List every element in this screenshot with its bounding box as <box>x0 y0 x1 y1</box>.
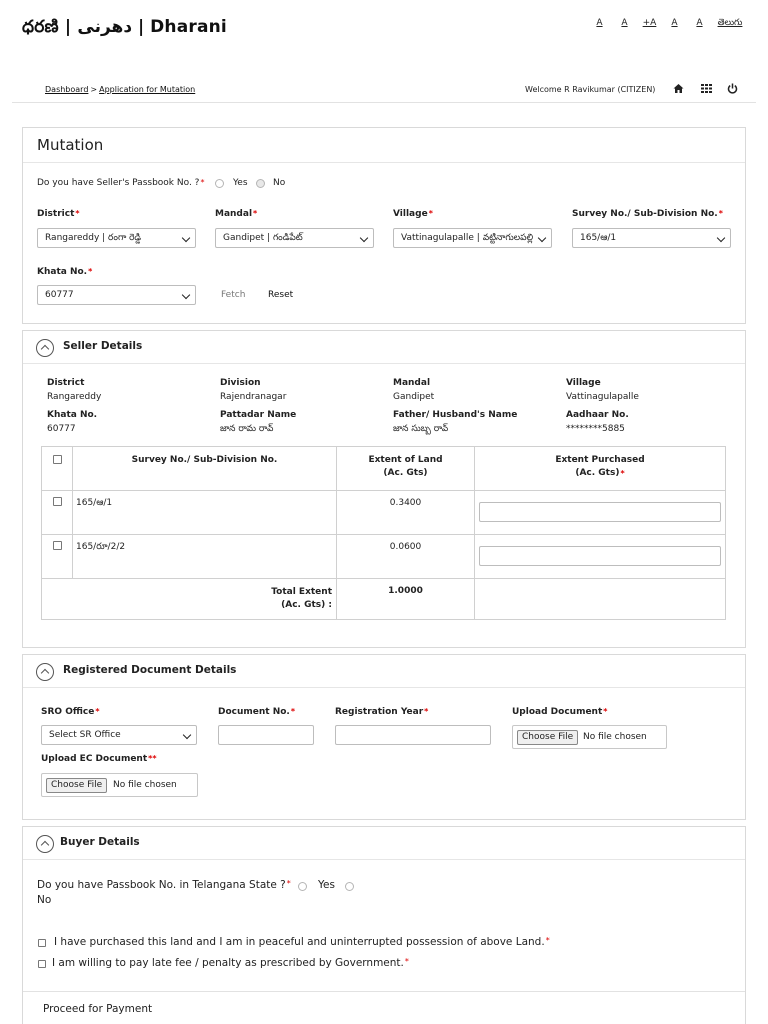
upload-ec-choose-button[interactable]: Choose File <box>46 778 107 793</box>
declaration-late-fee-checkbox[interactable] <box>38 960 46 968</box>
mandal-label <box>215 209 257 219</box>
survey-label <box>572 209 723 219</box>
required-asterisk: * <box>545 936 550 945</box>
khata-label <box>37 267 92 277</box>
col-extent-header-line1: Extent of Land <box>368 455 443 465</box>
seller-passbook-yes-radio[interactable] <box>215 179 224 188</box>
seller-khata-label: Khata No. <box>47 410 98 420</box>
col-extent-header <box>337 454 474 480</box>
document-no-label-text: Document No. <box>218 707 290 717</box>
required-asterisk: * <box>718 209 723 218</box>
sro-office-select[interactable] <box>41 725 197 745</box>
required-asterisk: * <box>88 267 93 276</box>
survey-select[interactable] <box>572 228 731 248</box>
col-purchased-header-line2 <box>475 467 725 480</box>
required-asterisk: * <box>404 957 409 966</box>
total-extent-label-line2: (Ac. Gts) : <box>281 600 332 610</box>
upload-document-input[interactable] <box>512 725 667 749</box>
reset-button[interactable]: Reset <box>268 290 294 300</box>
breadcrumb-dashboard-link[interactable]: Dashboard <box>45 85 89 94</box>
pattadar-value: జాన రామ రావ్ <box>220 424 274 434</box>
declaration-possession-checkbox[interactable] <box>38 939 46 947</box>
font-size-largest-link[interactable]: A <box>696 18 703 28</box>
father-name-value: జాన సుబ్బ రావ్ <box>393 424 449 434</box>
row-2-extent-purchased-input[interactable] <box>479 546 721 566</box>
village-label <box>393 209 433 219</box>
document-no-input[interactable] <box>218 725 314 745</box>
col-purchased-header <box>475 454 725 480</box>
breadcrumb-current-link[interactable]: Application for Mutation <box>99 85 196 94</box>
village-select[interactable] <box>393 228 552 248</box>
buyer-passbook-question-text: Do you have Passbook No. in Telangana State ? <box>37 879 286 891</box>
fetch-button[interactable]: Fetch <box>221 290 246 300</box>
mutation-title: Mutation <box>37 136 104 154</box>
col-purchased-header-line1: Extent Purchased <box>555 455 645 465</box>
col-purchased-header-line2-text: (Ac. Gts) <box>575 468 620 478</box>
upload-document-choose-button[interactable]: Choose File <box>517 730 578 745</box>
khata-select[interactable] <box>37 285 196 305</box>
seller-mandal-value: Gandipet <box>393 392 435 402</box>
chevron-down-icon <box>538 234 546 242</box>
language-telugu-link[interactable]: తెలుగు <box>717 18 743 28</box>
proceed-for-payment-button[interactable]: Proceed for Payment <box>43 1003 153 1015</box>
sro-office-label <box>41 707 100 717</box>
registration-year-label <box>335 707 428 717</box>
row-1-extent-purchased-input[interactable] <box>479 502 721 522</box>
row-2-checkbox[interactable] <box>53 541 62 550</box>
row-2-survey: 165/రూ/2/2 <box>76 542 126 552</box>
chevron-down-icon <box>182 234 190 242</box>
sro-office-select-value: Select SR Office <box>49 730 121 740</box>
buyer-passbook-yes-radio[interactable] <box>298 882 307 891</box>
seller-district-value: Rangareddy <box>47 392 102 402</box>
top-nav-bar <box>12 80 756 103</box>
seller-passbook-no-radio[interactable] <box>256 179 265 188</box>
father-name-label: Father/ Husband's Name <box>393 410 518 420</box>
seller-division-value: Rajendranagar <box>220 392 287 402</box>
seller-passbook-yes-label: Yes <box>233 178 248 188</box>
font-size-small-link[interactable]: A <box>621 18 628 28</box>
survey-label-text: Survey No./ Sub-Division No. <box>572 209 718 219</box>
seller-passbook-question <box>37 178 204 188</box>
registered-document-title: Registered Document Details <box>63 664 237 676</box>
seller-details-card <box>22 330 746 648</box>
row-2-extent: 0.0600 <box>389 542 422 552</box>
home-icon[interactable] <box>672 83 684 95</box>
seller-mandal-label: Mandal <box>393 378 431 388</box>
survey-table <box>41 446 726 620</box>
village-select-value: Vattinagulapalle | వట్టినాగులపల్లి <box>401 233 534 243</box>
upload-ec-input[interactable] <box>41 773 198 797</box>
sro-office-label-text: SRO Office <box>41 707 95 717</box>
required-asterisk: * <box>200 178 205 187</box>
seller-details-header <box>23 331 745 364</box>
chevron-down-icon <box>182 291 190 299</box>
mutation-card <box>22 127 746 324</box>
font-size-controls <box>587 18 744 30</box>
declaration-late-fee-label <box>52 957 409 969</box>
seller-details-title: Seller Details <box>63 340 143 352</box>
required-asterisk: ** <box>148 754 157 763</box>
village-label-text: Village <box>393 209 428 219</box>
buyer-passbook-question <box>37 879 291 891</box>
row-1-survey: 165/ఆ/1 <box>76 498 113 508</box>
brand-title: ధరణి | دھرنی | Dharani <box>22 17 227 37</box>
upload-document-label-text: Upload Document <box>512 707 603 717</box>
upload-ec-label-text: Upload EC Document <box>41 754 148 764</box>
breadcrumb-separator: > <box>90 85 98 94</box>
table-divider <box>42 578 725 579</box>
total-extent-label <box>222 586 332 612</box>
buyer-passbook-no-label: No <box>37 894 52 906</box>
district-label-text: District <box>37 209 75 219</box>
col-survey-header: Survey No./ Sub-Division No. <box>131 455 278 465</box>
select-all-checkbox[interactable] <box>53 455 62 464</box>
total-extent-label-line1: Total Extent <box>271 587 332 597</box>
khata-select-value: 60777 <box>45 290 74 300</box>
district-select-value: Rangareddy | రంగా రెడ్డి <box>45 233 142 243</box>
registered-document-header <box>23 655 745 688</box>
collapse-chevron-up-icon[interactable] <box>36 339 54 357</box>
buyer-details-header <box>23 827 745 860</box>
required-asterisk: * <box>95 707 100 716</box>
seller-division-label: Division <box>220 378 261 388</box>
registration-year-label-text: Registration Year <box>335 707 424 717</box>
chevron-down-icon <box>717 234 725 242</box>
mandal-label-text: Mandal <box>215 209 253 219</box>
upload-ec-status: No file chosen <box>113 780 177 790</box>
declaration-possession-text: I have purchased this land and I am in peaceful and uninterrupted possession of above Land. <box>54 936 545 948</box>
aadhaar-label: Aadhaar No. <box>566 410 629 420</box>
required-asterisk: * <box>428 209 433 218</box>
font-size-smallest-link[interactable]: A <box>596 18 603 28</box>
seller-passbook-question-text: Do you have Seller's Passbook No. ? <box>37 178 200 188</box>
seller-district-label: District <box>47 378 85 388</box>
buyer-passbook-no-radio[interactable] <box>345 882 354 891</box>
seller-village-label: Village <box>566 378 601 388</box>
power-icon[interactable] <box>726 83 738 95</box>
aadhaar-value: ********5885 <box>566 424 625 434</box>
collapse-chevron-up-icon[interactable] <box>36 835 54 853</box>
mandal-select-value: Gandipet | గండిపేట్ <box>223 233 303 243</box>
apps-grid-icon[interactable] <box>700 83 712 95</box>
total-extent-value: 1.0000 <box>388 586 423 596</box>
required-asterisk: * <box>286 879 291 888</box>
khata-label-text: Khata No. <box>37 267 88 277</box>
declaration-possession-label <box>54 936 550 948</box>
survey-select-value: 165/ఆ/1 <box>580 233 617 243</box>
row-1-checkbox[interactable] <box>53 497 62 506</box>
chevron-down-icon <box>183 731 191 739</box>
required-asterisk: * <box>253 209 258 218</box>
required-asterisk: * <box>620 469 625 478</box>
font-size-increase-link[interactable]: +A <box>642 18 657 28</box>
buyer-divider <box>23 991 745 992</box>
welcome-text: Welcome R Ravikumar (CITIZEN) <box>525 85 656 94</box>
pattadar-label: Pattadar Name <box>220 410 297 420</box>
registered-document-card <box>22 654 746 820</box>
breadcrumb <box>45 85 195 94</box>
upload-document-status: No file chosen <box>583 732 647 742</box>
table-divider <box>42 490 725 491</box>
collapse-chevron-up-icon[interactable] <box>36 663 54 681</box>
row-1-extent: 0.3400 <box>389 498 422 508</box>
registration-year-input[interactable] <box>335 725 491 745</box>
seller-passbook-no-label: No <box>273 178 286 188</box>
upload-document-label <box>512 707 607 717</box>
chevron-down-icon <box>360 234 368 242</box>
district-select[interactable] <box>37 228 196 248</box>
col-extent-header-line2: (Ac. Gts) <box>383 468 428 478</box>
district-label <box>37 209 80 219</box>
required-asterisk: * <box>75 209 80 218</box>
font-size-large-link[interactable]: A <box>671 18 678 28</box>
required-asterisk: * <box>603 707 608 716</box>
table-divider <box>42 534 725 535</box>
buyer-details-card <box>22 826 746 1024</box>
document-no-label <box>218 707 295 717</box>
seller-khata-value: 60777 <box>47 424 76 434</box>
upload-ec-label <box>41 754 157 764</box>
mutation-card-header <box>23 128 745 163</box>
required-asterisk: * <box>290 707 296 716</box>
buyer-passbook-yes-label: Yes <box>318 879 335 891</box>
declaration-late-fee-text: I am willing to pay late fee / penalty as prescribed by Government. <box>52 957 404 969</box>
mandal-select[interactable] <box>215 228 374 248</box>
required-asterisk: * <box>424 707 429 716</box>
buyer-details-title: Buyer Details <box>60 836 140 848</box>
seller-village-value: Vattinagulapalle <box>566 392 639 402</box>
